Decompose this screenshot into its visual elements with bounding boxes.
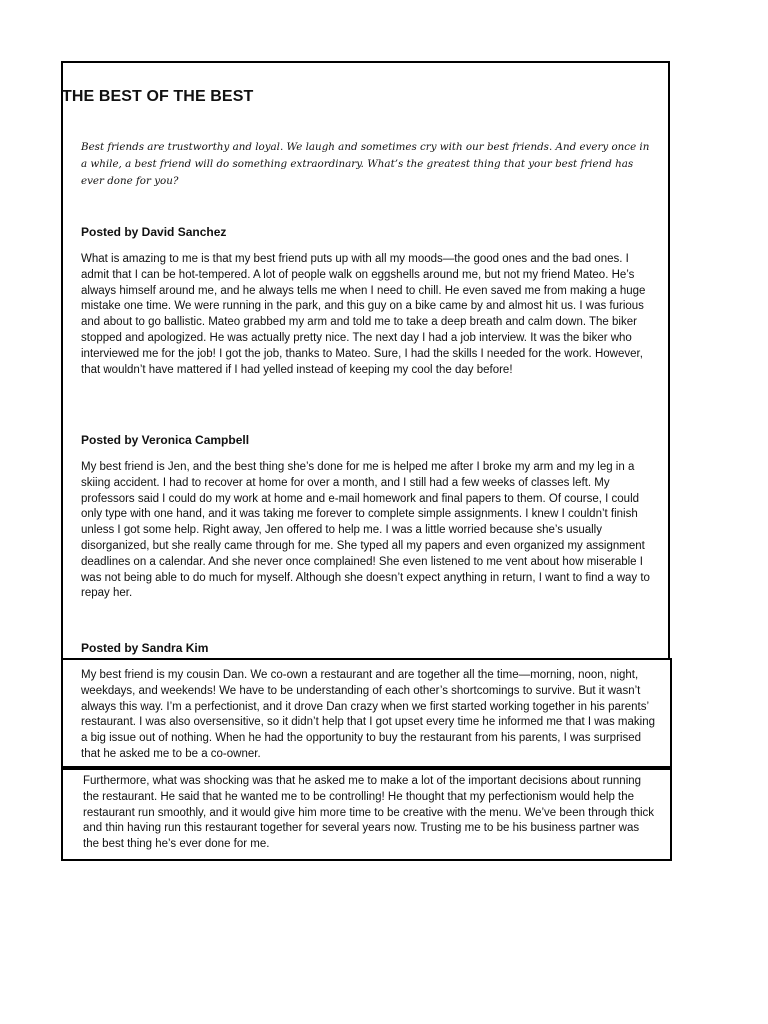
post-heading-veronica-campbell: Posted by Veronica Campbell [81, 433, 250, 447]
post-body-sandra-kim-part1: My best friend is my cousin Dan. We co-own a restaurant and are together all the time—morning, noon, night, weekdays, and weekends! We have to be understanding of each other’s shortcomings to survive. But it wasn’t always this way. I’m a perfectionist, and it drove Dan crazy when we first started working together in his parents’ restaurant. I was also oversensitive, so it didn’t help that I got upset every time he informed me that I was making a big issue out of nothing. When he had the opportunity to buy the restaurant from his parents, I was surprised that he asked me to be a co-owner. [81, 669, 656, 760]
post-body-sandra-kim-part2: Furthermore, what was shocking was that he asked me to make a lot of the important decisions about running the restaurant. He said that he wanted me to be controlling! He thought that my perfectionism would help the restaurant run smoothly, and it would give him more time to be creative with the menu. We’ve been through thick and thin having run this restaurant together for several years now. Trusting me to be his business partner was the best thing he’s ever done for me. [83, 775, 655, 851]
page-title: THE BEST OF THE BEST [62, 88, 254, 105]
post-heading-david-sanchez: Posted by David Sanchez [81, 225, 227, 239]
post-box-sandra-kim-part2 [61, 768, 672, 861]
post-heading-sandra-kim: Posted by Sandra Kim [81, 641, 209, 655]
post-body-veronica-campbell: My best friend is Jen, and the best thing she’s done for me is helped me after I broke my arm and my leg in a skiing accident. I had to recover at home for over a month, and I still had a few weeks of classes left. My professors said I could do my work at home and e-mail homework and final papers to them. Of course, I could only type with one hand, and it was taking me forever to complete simple assignments. I knew I couldn’t finish unless I got some help. Right away, Jen offered to help me. I was a little worried because she’s usually disorganized, but she really came through for me. She typed all my papers and even organized my assignment deadlines on a calendar. And she never once complained! She even listened to me vent about how miserable I was not being able to do much for myself. Although she doesn’t expect anything in return, I want to find a way to repay her. [81, 461, 650, 600]
post-body-david-sanchez: What is amazing to me is that my best friend puts up with all my moods—the good ones and the bad ones. I admit that I can be hot-tempered. A lot of people walk on eggshells around me, but not my friend Mateo. He’s always himself around me, and he always tells me when I need to chill. He even saved me from making a huge mistake one time. We were running in the park, and this guy on a bike came by and almost hit us. I was furious and about to go ballistic. Mateo grabbed my arm and told me to take a deep breath and calm down. The biker stopped and apologized. He was actually pretty nice. The next day I had a job interview. It was the biker who interviewed me for the job! I got the job, thanks to Mateo. Sure, I had the skills I needed for the work. However, that wouldn’t have mattered if I had yelled instead of keeping my cool the day before! [81, 253, 646, 376]
intro-paragraph: Best friends are trustworthy and loyal. We laugh and sometimes cry with our best friends. And every once in a while, a best friend will do something extraordinary. What’s the greatest thing that your best friend has ever done for you? [81, 141, 650, 187]
post-box-sandra-kim-part1 [61, 658, 672, 768]
